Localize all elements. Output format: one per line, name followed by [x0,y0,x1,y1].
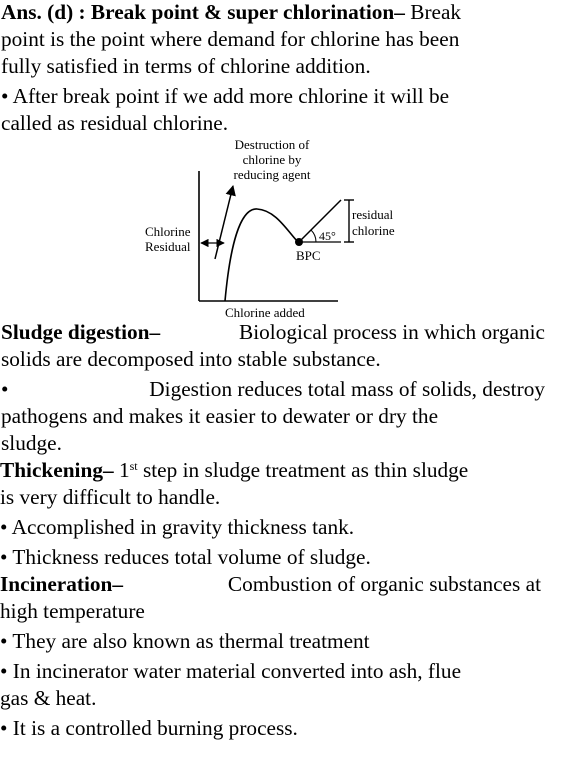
incineration-bullet-2-line-2 [0,685,96,712]
thickening-bullet-text: Accomplished in gravity thickness tank. [11,515,355,539]
answer-heading: Ans. (d) : Break point & super chlorination– [1,0,405,24]
bpc-label: BPC [296,248,321,263]
incineration-text: high temperature [0,599,145,623]
x-axis-label: Chlorine added [225,305,305,320]
answer-bullet-line-2 [1,110,228,137]
answer-line-2 [1,26,545,53]
incineration-line-1 [0,571,541,598]
incineration-bullet-text: In incinerator water material converted into ash, flue [12,659,462,683]
answer-line-3 [1,53,371,80]
thickening-line-2 [0,484,220,511]
bullet-glyph: • [1,377,9,401]
sludge-bullet-line-2 [1,403,545,430]
thickening-line-1 [0,457,542,484]
answer-line-1 [1,0,545,26]
answer-text: Break [410,0,462,24]
angle-label: 45° [319,229,336,243]
top-label-line-1: Destruction of [234,137,310,152]
top-label-line-3: reducing agent [233,167,311,182]
incineration-heading: Incineration– [0,572,124,596]
sludge-text: solids are decomposed into stable substance. [1,347,381,371]
bullet-glyph: • [0,659,8,683]
bullet-glyph: • [0,629,8,653]
sludge-line-2 [1,346,381,373]
incineration-bullet-2-line-1 [0,658,461,685]
left-label-line-2: Residual [145,239,191,254]
bullet-glyph: • [0,545,8,569]
incineration-text: Combustion of organic substances at [227,572,541,596]
thickening-text: is very difficult to handle. [0,485,221,509]
thickening-bullet-2 [0,544,371,571]
thickening-heading: Thickening– [0,458,114,482]
left-label-line-1: Chlorine [145,224,191,239]
angle-arc [311,230,316,242]
right-label-line-1: residual [352,207,394,222]
answer-bullet-text: After break point if we add more chlorine it will be [12,84,450,108]
sludge-bullet-text: Digestion reduces total mass of solids, destroy [149,377,545,401]
breakpoint-curve [225,209,298,301]
incineration-bullet-text: They are also known as thermal treatment [12,629,370,653]
top-label-line-2: chlorine by [242,152,302,167]
thickening-text: step in sludge treatment as thin sludge [142,458,469,482]
thickening-ordinal: 1st [118,458,138,482]
incineration-bullet-3 [0,715,298,742]
incineration-bullet-text: gas & heat. [0,686,97,710]
incineration-bullet-1 [0,628,370,655]
right-label-line-2: chlorine [352,223,395,238]
thickening-bullet-text: Thickness reduces total volume of sludge. [12,545,371,569]
bullet-glyph: • [0,515,8,539]
breakpoint-diagram [140,136,410,322]
thickening-bullet-1 [0,514,354,541]
initial-demand-line [215,186,233,259]
incineration-bullet-text: It is a controlled burning process. [12,716,298,740]
bullet-glyph: • [1,84,9,108]
sludge-line-1 [1,319,545,346]
answer-text: point is the point where demand for chlorine has been [1,27,460,51]
sludge-bullet-line-3 [1,430,62,457]
answer-bullet-line-1 [1,83,449,110]
sludge-text: Biological process in which organic [239,320,545,344]
bullet-glyph: • [0,716,8,740]
sludge-bullet-line-1 [1,376,545,403]
answer-text: fully satisfied in terms of chlorine addition. [1,54,371,78]
answer-bullet-text: called as residual chlorine. [1,111,229,135]
sludge-bullet-text: pathogens and makes it easier to dewater or dry the [1,404,439,428]
sludge-heading: Sludge digestion– [1,320,161,344]
incineration-line-2 [0,598,145,625]
sludge-bullet-text: sludge. [1,431,62,455]
